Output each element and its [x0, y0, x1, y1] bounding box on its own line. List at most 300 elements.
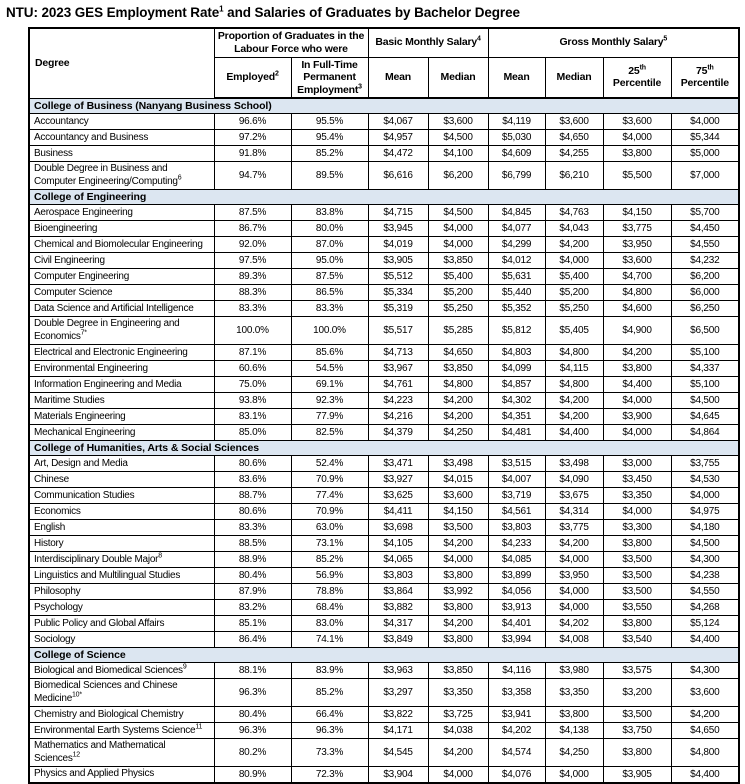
value-cell: $4,561 — [488, 504, 545, 520]
degree-cell: Biological and Biomedical Sciences$^9$ — [29, 663, 214, 679]
value-cell: $4,337 — [671, 361, 739, 377]
value-cell: $4,379 — [368, 425, 428, 441]
value-cell: $4,299 — [488, 237, 545, 253]
value-cell: $3,358 — [488, 679, 545, 707]
table-row — [29, 162, 739, 190]
value-cell: 82.5% — [291, 425, 368, 441]
degree-cell: Materials Engineering — [29, 409, 214, 425]
degree-cell: Information Engineering and Media — [29, 377, 214, 393]
value-cell: 88.9% — [214, 552, 291, 568]
value-cell: $5,100 — [671, 345, 739, 361]
table-row — [29, 409, 739, 425]
value-cell: $3,498 — [428, 456, 488, 472]
value-cell: 80.6% — [214, 456, 291, 472]
value-cell: $4,957 — [368, 130, 428, 146]
value-cell: $5,812 — [488, 317, 545, 345]
value-cell: 80.6% — [214, 504, 291, 520]
value-cell: $4,000 — [603, 504, 671, 520]
value-cell: $3,950 — [545, 568, 603, 584]
value-cell: $5,200 — [428, 285, 488, 301]
value-cell: $4,077 — [488, 221, 545, 237]
table-row — [29, 317, 739, 345]
value-cell: 83.8% — [291, 205, 368, 221]
table-row — [29, 301, 739, 317]
degree-cell: Bioengineering — [29, 221, 214, 237]
section-header-row — [29, 190, 739, 205]
value-cell: $4,232 — [671, 253, 739, 269]
value-cell: $4,216 — [368, 409, 428, 425]
value-cell: $5,319 — [368, 301, 428, 317]
degree-cell: Computer Engineering — [29, 269, 214, 285]
degree-cell: Environmental Earth Systems Science$^{11}$ — [29, 723, 214, 739]
table-row — [29, 632, 739, 648]
table-row — [29, 237, 739, 253]
value-cell: $3,905 — [368, 253, 428, 269]
value-cell: $3,300 — [603, 520, 671, 536]
table-row — [29, 488, 739, 504]
col-group-labour-force: Proportion of Graduates in the Labour Force who were — [214, 28, 368, 57]
col-group-gross-salary: Gross Monthly Salary$^5$ — [488, 28, 739, 57]
value-cell: $4,000 — [671, 114, 739, 130]
value-cell: $4,609 — [488, 146, 545, 162]
value-cell: $3,800 — [545, 707, 603, 723]
value-cell: $3,500 — [603, 568, 671, 584]
degree-cell: Mathematics and Mathematical Sciences$^{12}$ — [29, 739, 214, 767]
value-cell: 86.4% — [214, 632, 291, 648]
value-cell: 88.7% — [214, 488, 291, 504]
value-cell: $3,992 — [428, 584, 488, 600]
value-cell: $4,314 — [545, 504, 603, 520]
value-cell: $4,550 — [671, 584, 739, 600]
value-cell: $3,864 — [368, 584, 428, 600]
value-cell: $3,800 — [428, 600, 488, 616]
value-cell: $3,822 — [368, 707, 428, 723]
section-header-row — [29, 441, 739, 456]
value-cell: 88.3% — [214, 285, 291, 301]
value-cell: 73.3% — [291, 739, 368, 767]
value-cell: $3,803 — [488, 520, 545, 536]
value-cell: $4,200 — [545, 409, 603, 425]
value-cell: $3,550 — [603, 600, 671, 616]
value-cell: 80.0% — [291, 221, 368, 237]
value-cell: 83.0% — [291, 616, 368, 632]
value-cell: $4,900 — [603, 317, 671, 345]
value-cell: 85.6% — [291, 345, 368, 361]
table-row — [29, 679, 739, 707]
table-row — [29, 504, 739, 520]
value-cell: $5,250 — [545, 301, 603, 317]
value-cell: 85.2% — [291, 552, 368, 568]
value-cell: $4,400 — [671, 767, 739, 783]
value-cell: $3,297 — [368, 679, 428, 707]
value-cell: 77.9% — [291, 409, 368, 425]
value-cell: 68.4% — [291, 600, 368, 616]
degree-cell: Philosophy — [29, 584, 214, 600]
table-header — [29, 28, 739, 98]
value-cell: 93.8% — [214, 393, 291, 409]
value-cell: $4,500 — [428, 130, 488, 146]
value-cell: $3,967 — [368, 361, 428, 377]
value-cell: $3,498 — [545, 456, 603, 472]
degree-cell: Maritime Studies — [29, 393, 214, 409]
col-header-basic-mean: Mean — [368, 57, 428, 98]
value-cell: $4,574 — [488, 739, 545, 767]
value-cell: $4,200 — [428, 536, 488, 552]
section-header-row — [29, 98, 739, 114]
value-cell: $4,864 — [671, 425, 739, 441]
value-cell: $3,800 — [603, 616, 671, 632]
value-cell: $4,223 — [368, 393, 428, 409]
value-cell: $4,100 — [428, 146, 488, 162]
value-cell: $6,616 — [368, 162, 428, 190]
value-cell: $5,440 — [488, 285, 545, 301]
value-cell: $3,927 — [368, 472, 428, 488]
value-cell: 85.1% — [214, 616, 291, 632]
value-cell: $4,545 — [368, 739, 428, 767]
table-row — [29, 536, 739, 552]
value-cell: $3,500 — [603, 552, 671, 568]
value-cell: 95.5% — [291, 114, 368, 130]
degree-cell: History — [29, 536, 214, 552]
value-cell: $4,763 — [545, 205, 603, 221]
value-cell: $4,715 — [368, 205, 428, 221]
value-cell: 97.5% — [214, 253, 291, 269]
table-row — [29, 345, 739, 361]
value-cell: $4,761 — [368, 377, 428, 393]
value-cell: 87.5% — [291, 269, 368, 285]
value-cell: $4,000 — [671, 488, 739, 504]
table-row — [29, 114, 739, 130]
value-cell: $6,210 — [545, 162, 603, 190]
value-cell: $4,000 — [603, 425, 671, 441]
value-cell: $4,500 — [671, 393, 739, 409]
table-row — [29, 361, 739, 377]
value-cell: $3,500 — [603, 584, 671, 600]
col-header-fulltime-employment: In Full-Time Permanent Employment$^3$ — [291, 57, 368, 98]
value-cell: $5,517 — [368, 317, 428, 345]
degree-cell: Electrical and Electronic Engineering — [29, 345, 214, 361]
value-cell: $4,019 — [368, 237, 428, 253]
value-cell: 85.2% — [291, 679, 368, 707]
section-title: College of Science — [29, 648, 739, 663]
value-cell: $4,200 — [428, 616, 488, 632]
value-cell: $3,850 — [428, 361, 488, 377]
value-cell: $3,775 — [545, 520, 603, 536]
value-cell: $4,138 — [545, 723, 603, 739]
value-cell: $3,000 — [603, 456, 671, 472]
value-cell: $3,675 — [545, 488, 603, 504]
value-cell: $3,698 — [368, 520, 428, 536]
table-row — [29, 205, 739, 221]
title-prefix: NTU: 2023 GES Employment Rate — [6, 5, 220, 20]
value-cell: 80.2% — [214, 739, 291, 767]
value-cell: $4,800 — [603, 285, 671, 301]
value-cell: $4,000 — [545, 584, 603, 600]
value-cell: $3,471 — [368, 456, 428, 472]
value-cell: 97.2% — [214, 130, 291, 146]
value-cell: $4,268 — [671, 600, 739, 616]
value-cell: $5,352 — [488, 301, 545, 317]
value-cell: $3,800 — [603, 739, 671, 767]
value-cell: $4,645 — [671, 409, 739, 425]
value-cell: $3,803 — [368, 568, 428, 584]
value-cell: 73.1% — [291, 536, 368, 552]
table-row — [29, 146, 739, 162]
value-cell: 75.0% — [214, 377, 291, 393]
value-cell: 56.9% — [291, 568, 368, 584]
table-row — [29, 221, 739, 237]
degree-cell: Double Degree in Engineering and Economics$^{7*}$ — [29, 317, 214, 345]
degree-cell: Double Degree in Business and Computer Engineering/Computing$^6$ — [29, 162, 214, 190]
degree-cell: Chemistry and Biological Chemistry — [29, 707, 214, 723]
table-row — [29, 456, 739, 472]
value-cell: $3,540 — [603, 632, 671, 648]
value-cell: 60.6% — [214, 361, 291, 377]
value-cell: $4,150 — [428, 504, 488, 520]
table-row — [29, 739, 739, 767]
value-cell: $3,725 — [428, 707, 488, 723]
value-cell: $4,200 — [545, 536, 603, 552]
value-cell: $4,351 — [488, 409, 545, 425]
value-cell: $4,012 — [488, 253, 545, 269]
section-header-row — [29, 648, 739, 663]
ges-table — [28, 27, 740, 784]
value-cell: $5,285 — [428, 317, 488, 345]
section-title: College of Business (Nanyang Business School) — [29, 98, 739, 114]
value-cell: $3,500 — [603, 707, 671, 723]
degree-cell: English — [29, 520, 214, 536]
footnote-marker: 11 — [195, 723, 203, 731]
value-cell: $4,000 — [545, 552, 603, 568]
value-cell: $3,800 — [603, 146, 671, 162]
value-cell: 96.3% — [214, 679, 291, 707]
value-cell: $5,400 — [428, 269, 488, 285]
value-cell: $4,171 — [368, 723, 428, 739]
value-cell: 80.4% — [214, 568, 291, 584]
value-cell: 96.3% — [214, 723, 291, 739]
value-cell: $4,000 — [603, 130, 671, 146]
value-cell: $4,200 — [428, 409, 488, 425]
value-cell: $4,067 — [368, 114, 428, 130]
value-cell: $3,625 — [368, 488, 428, 504]
value-cell: $4,713 — [368, 345, 428, 361]
value-cell: $4,472 — [368, 146, 428, 162]
table-row — [29, 552, 739, 568]
value-cell: $4,007 — [488, 472, 545, 488]
table-row — [29, 568, 739, 584]
col-header-gross-mean: Mean — [488, 57, 545, 98]
value-cell: $4,857 — [488, 377, 545, 393]
value-cell: $4,076 — [488, 767, 545, 783]
degree-cell: Accountancy — [29, 114, 214, 130]
value-cell: $3,900 — [603, 409, 671, 425]
value-cell: $4,400 — [545, 425, 603, 441]
degree-cell: Aerospace Engineering — [29, 205, 214, 221]
section-title: College of Humanities, Arts & Social Sciences — [29, 441, 739, 456]
value-cell: $5,250 — [428, 301, 488, 317]
table-row — [29, 600, 739, 616]
table-row — [29, 377, 739, 393]
value-cell: $3,600 — [603, 253, 671, 269]
value-cell: $6,000 — [671, 285, 739, 301]
value-cell: $5,000 — [671, 146, 739, 162]
value-cell: $3,600 — [671, 679, 739, 707]
value-cell: $4,065 — [368, 552, 428, 568]
value-cell: 89.5% — [291, 162, 368, 190]
degree-cell: Accountancy and Business — [29, 130, 214, 146]
value-cell: $3,600 — [428, 488, 488, 504]
value-cell: $4,200 — [545, 237, 603, 253]
value-cell: $4,085 — [488, 552, 545, 568]
value-cell: 85.2% — [291, 146, 368, 162]
value-cell: 88.1% — [214, 663, 291, 679]
value-cell: $3,800 — [603, 361, 671, 377]
degree-cell: Communication Studies — [29, 488, 214, 504]
value-cell: $4,800 — [545, 377, 603, 393]
value-cell: 94.7% — [214, 162, 291, 190]
value-cell: $4,180 — [671, 520, 739, 536]
value-cell: 87.9% — [214, 584, 291, 600]
value-cell: $4,975 — [671, 504, 739, 520]
col-header-gross-median: Median — [545, 57, 603, 98]
col-header-basic-median: Median — [428, 57, 488, 98]
value-cell: $3,941 — [488, 707, 545, 723]
table-row — [29, 616, 739, 632]
value-cell: $7,000 — [671, 162, 739, 190]
col-header-employed: Employed$^2$ — [214, 57, 291, 98]
col-header-25th-percentile: 25th Percentile — [603, 57, 671, 98]
value-cell: 80.9% — [214, 767, 291, 783]
value-cell: 83.2% — [214, 600, 291, 616]
value-cell: 52.4% — [291, 456, 368, 472]
value-cell: $5,030 — [488, 130, 545, 146]
col-header-75th-percentile: 75th Percentile — [671, 57, 739, 98]
value-cell: $4,800 — [428, 377, 488, 393]
value-cell: $4,845 — [488, 205, 545, 221]
value-cell: $4,150 — [603, 205, 671, 221]
value-cell: $3,350 — [603, 488, 671, 504]
value-cell: $3,850 — [428, 663, 488, 679]
degree-cell: Business — [29, 146, 214, 162]
value-cell: $5,405 — [545, 317, 603, 345]
value-cell: $3,950 — [603, 237, 671, 253]
value-cell: $3,904 — [368, 767, 428, 783]
value-cell: $3,200 — [603, 679, 671, 707]
value-cell: $4,411 — [368, 504, 428, 520]
value-cell: $5,124 — [671, 616, 739, 632]
title-suffix: and Salaries of Graduates by Bachelor Degree — [223, 5, 520, 20]
value-cell: $4,300 — [671, 663, 739, 679]
value-cell: $3,775 — [603, 221, 671, 237]
value-cell: $5,512 — [368, 269, 428, 285]
footnote-marker: 8 — [158, 552, 162, 560]
value-cell: $4,056 — [488, 584, 545, 600]
value-cell: 66.4% — [291, 707, 368, 723]
value-cell: 63.0% — [291, 520, 368, 536]
value-cell: 96.3% — [291, 723, 368, 739]
value-cell: $3,800 — [428, 632, 488, 648]
value-cell: $3,994 — [488, 632, 545, 648]
table-row — [29, 130, 739, 146]
value-cell: 83.3% — [291, 301, 368, 317]
value-cell: 95.0% — [291, 253, 368, 269]
footnote-marker: 10* — [72, 691, 82, 699]
value-cell: 87.5% — [214, 205, 291, 221]
footnote-marker: 7* — [80, 329, 87, 337]
value-cell: $4,000 — [603, 393, 671, 409]
value-cell: $4,700 — [603, 269, 671, 285]
value-cell: $5,400 — [545, 269, 603, 285]
value-cell: $3,850 — [428, 253, 488, 269]
value-cell: 95.4% — [291, 130, 368, 146]
value-cell: $4,302 — [488, 393, 545, 409]
value-cell: $4,401 — [488, 616, 545, 632]
table-row — [29, 269, 739, 285]
value-cell: 74.1% — [291, 632, 368, 648]
value-cell: $4,481 — [488, 425, 545, 441]
section-title: College of Engineering — [29, 190, 739, 205]
value-cell: $4,200 — [603, 345, 671, 361]
value-cell: $3,719 — [488, 488, 545, 504]
value-cell: $4,202 — [545, 616, 603, 632]
value-cell: $4,200 — [545, 393, 603, 409]
value-cell: 80.4% — [214, 707, 291, 723]
value-cell: $4,119 — [488, 114, 545, 130]
value-cell: $4,800 — [671, 739, 739, 767]
degree-cell: Environmental Engineering — [29, 361, 214, 377]
value-cell: $4,008 — [545, 632, 603, 648]
value-cell: $4,000 — [428, 237, 488, 253]
table-row — [29, 707, 739, 723]
value-cell: 78.8% — [291, 584, 368, 600]
value-cell: 87.0% — [291, 237, 368, 253]
value-cell: $5,334 — [368, 285, 428, 301]
table-row — [29, 723, 739, 739]
value-cell: $4,400 — [603, 377, 671, 393]
value-cell: $5,100 — [671, 377, 739, 393]
value-cell: 54.5% — [291, 361, 368, 377]
degree-cell: Economics — [29, 504, 214, 520]
value-cell: $4,000 — [428, 552, 488, 568]
value-cell: $4,238 — [671, 568, 739, 584]
value-cell: $3,600 — [603, 114, 671, 130]
page-title — [6, 5, 745, 20]
table-row — [29, 393, 739, 409]
degree-cell: Biomedical Sciences and Chinese Medicine$^{10*}$ — [29, 679, 214, 707]
footnote-marker: 12 — [72, 751, 80, 759]
table-row — [29, 425, 739, 441]
table-row — [29, 584, 739, 600]
value-cell: $3,905 — [603, 767, 671, 783]
degree-cell: Interdisciplinary Double Major$^8$ — [29, 552, 214, 568]
value-cell: $4,250 — [545, 739, 603, 767]
value-cell: $4,530 — [671, 472, 739, 488]
value-cell: $4,000 — [428, 221, 488, 237]
value-cell: $3,515 — [488, 456, 545, 472]
degree-cell: Chinese — [29, 472, 214, 488]
value-cell: $3,963 — [368, 663, 428, 679]
value-cell: $4,105 — [368, 536, 428, 552]
value-cell: $4,500 — [671, 536, 739, 552]
value-cell: $6,200 — [671, 269, 739, 285]
value-cell: $3,899 — [488, 568, 545, 584]
value-cell: 69.1% — [291, 377, 368, 393]
value-cell: $6,200 — [428, 162, 488, 190]
value-cell: $3,800 — [603, 536, 671, 552]
degree-cell: Computer Science — [29, 285, 214, 301]
value-cell: 87.1% — [214, 345, 291, 361]
footnote-marker: 9 — [182, 663, 187, 671]
